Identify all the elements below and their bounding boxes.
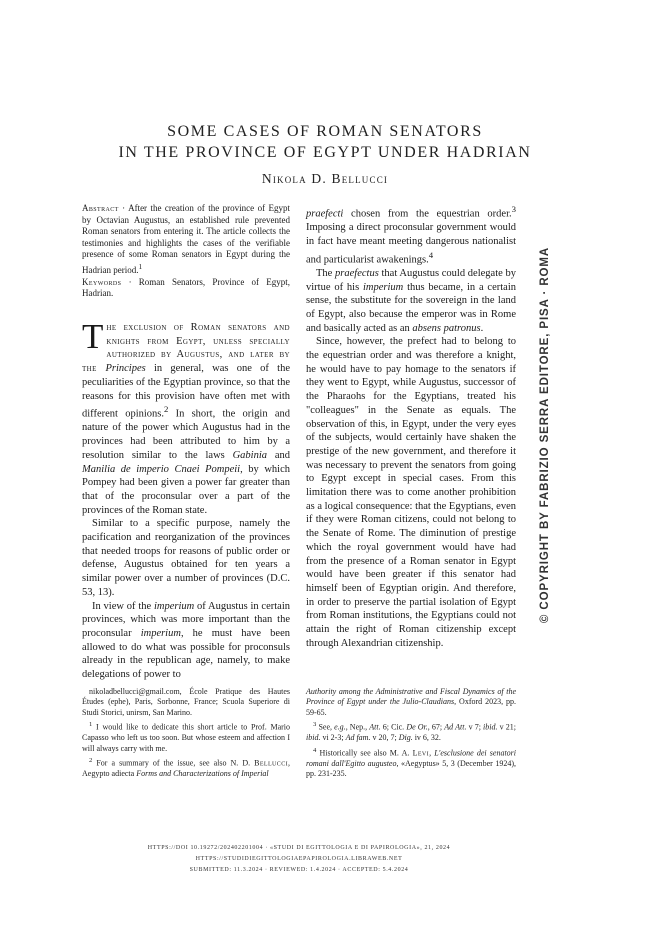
footnote-text: v 21;	[497, 722, 516, 732]
emphasis: imperium	[153, 600, 195, 612]
footnote-ref: 2	[164, 404, 169, 415]
keywords-text: · Roman Senators, Province of Egypt, Hadrian.	[82, 276, 290, 299]
abstract-paragraph	[82, 203, 290, 277]
footnote-ref: 1	[138, 261, 143, 271]
emphasis: imperium	[140, 627, 181, 639]
emphasis: imperium	[363, 281, 404, 293]
text-run: in general, was one of the peculiarities of the Egyptian province, so that the reasons for this provision have often met with different opinions.	[82, 363, 290, 420]
copyright-text: © COPYRIGHT BY FABRIZIO SERRA EDITORE, PISA · ROMA	[539, 246, 551, 624]
body-paragraph	[306, 203, 516, 267]
cited-title: Authority among the Administrative and Fiscal Dynamics of the Province of Egypt under the Julio-Claudians	[306, 687, 516, 707]
emphasis: e.g.	[334, 722, 346, 732]
footnote	[306, 720, 516, 743]
text-run: In view of the	[92, 600, 154, 612]
text-run: The	[316, 267, 336, 279]
body-paragraph	[82, 600, 290, 682]
title-line-1: SOME CASES OF ROMAN SENATORS	[167, 123, 483, 140]
author-affiliation: nikoladbellucci@gmail.com, École Pratique des Hautes Études (ephe), Paris, Sorbonne, France; Scuola Superiore di Studi Storici, unirsm, San Marino.	[82, 687, 290, 717]
emphasis: Dig.	[398, 733, 413, 743]
footnote-ref: 3	[511, 204, 516, 214]
paragraph-opening: he exclusion of Roman senators and knights from Egypt, unless specially authorized by Augustus, and later by the	[82, 322, 290, 375]
emphasis: praefecti	[306, 208, 344, 220]
body-paragraph	[306, 267, 516, 336]
copyright-notice	[537, 246, 553, 624]
author-name: Nikola D. Bellucci	[261, 171, 389, 186]
footnote-number: 1	[89, 721, 93, 729]
emphasis: Att.	[369, 722, 381, 732]
journal-url: HTTPS://STUDIDIEGITTOLOGIAEPAPIROLOGIA.LIBRAWEB.NET	[195, 856, 403, 862]
emphasis: Gabinia	[232, 449, 267, 461]
footnote-number: 4	[313, 746, 317, 754]
footnote-text: , Nep.,	[345, 722, 370, 732]
paper-title	[40, 121, 610, 163]
text-run: that Augustus could delegate by virtue of his	[306, 267, 516, 293]
body-paragraph	[82, 317, 290, 517]
footnote	[82, 756, 290, 779]
emphasis: Manilia de imperio Cnaei Pompeii	[82, 463, 241, 475]
keywords-paragraph	[82, 277, 290, 300]
footnote-text: , Oxford 2023, pp. 59-65.	[306, 697, 517, 717]
footnote-continuation	[306, 687, 516, 718]
text-run: of Augustus in certain provinces, which was more important than the proconsular	[82, 600, 290, 639]
text-run: chosen from the equestrian order.	[343, 208, 512, 220]
footnote-text: iv 6, 32.	[412, 733, 441, 743]
footnote-text: I would like to dedicate this short article to Prof. Mario Capasso who left us too soon. But whose esteem and affection I will always carry with me.	[82, 722, 290, 753]
footnote-text: ,	[429, 748, 435, 758]
body-left-column	[82, 317, 290, 682]
body-paragraph: Since, however, the prefect had to belong to the equestrian order and was therefore a knight, he would have to pay homage to the senators if they went to Egypt, while Augustus, successor of the Pharaohs for the Egyptians, treated his "colleagues" in the Senate as equals. The observation of this, in Egypt, under the very eyes of the subjects, would certainly have shaken the prestige of the new government, and therefore it was necessary to prevent the senators from going to Egypt except in special cases. From this limitation there was to come another prohibition as a logical consequence: that the Egyptians, even if they were Roman citizens, could not belong to the Senate of Rome. The diminution of prestige which the royal government would have had from the presence of a Roman senator in Egypt would have been greater if this senator had himself been of Egyptian origin. And therefore, in order to preserve the partial isolation of Egypt from Roman institutions, the Egyptians could not attain the right of Roman citizenship except through Alexandrian citizenship.	[306, 336, 516, 649]
body-paragraph: Similar to a specific purpose, namely the pacification and reorganization of the provinces that needed troops for reasons of public order or defense, Augustus obtained for ten years a similar power over a number of provinces (D.C. 53, 13).	[82, 518, 290, 598]
cited-title: Forms and Characterizations of Imperial	[136, 769, 269, 779]
submission-dates: SUBMITTED: 11.3.2024 · REVIEWED: 1.4.2024 · ACCEPTED: 5.4.2024	[189, 867, 409, 873]
footnotes-right	[306, 687, 516, 782]
abstract-block	[82, 203, 290, 300]
text-run: , by which Pompey had been given a power far greater than that of the proconsular over a part of the provinces of the Roman state.	[82, 463, 290, 516]
doi-line: HTTPS://DOI 10.19272/202402201004 · «STUDI DI EGITTOLOGIA E DI PAPIROLOGIA», 21, 2024	[147, 845, 451, 851]
footnote-text: For a summary of the issue, see also N. D.	[92, 758, 255, 768]
emphasis: praefectus	[335, 267, 379, 279]
footnote-text: 6; Cic.	[380, 722, 407, 732]
cited-title: L'esclusione dei senatori romani dall'Egitto augusteo	[306, 748, 517, 768]
cited-author: Levi	[412, 748, 430, 758]
emphasis: ibid.	[306, 733, 321, 743]
emphasis: ibid.	[483, 722, 498, 732]
emphasis: Ad fam.	[345, 733, 371, 743]
emphasis: De Or.	[406, 722, 428, 732]
abstract-text: · After the creation of the province of Egypt by Octavian Augustus, an established rule prevented Roman senators from entering it. The article collects the testimonies and highlights the cases of the verifiable presence of some Roman senators in Egypt during the Hadrian period.	[82, 203, 290, 275]
footnote-ref: 4	[428, 249, 434, 260]
footnote	[306, 746, 516, 780]
footnote	[82, 720, 290, 754]
body-right-column	[306, 203, 516, 651]
footnote-text: v 20, 7;	[370, 733, 399, 743]
drop-cap: T	[82, 317, 104, 356]
text-run: .	[480, 322, 484, 334]
text-run: , he must have been allowed to do what was possible for proconsuls already in the republican age, namely, to make delegations of power to	[82, 627, 290, 681]
footnote-text: , Aegypto adiecta	[82, 758, 290, 779]
footnote-text: , 67;	[427, 722, 445, 732]
emphasis: Principes	[105, 363, 146, 375]
footnote-text: See,	[316, 722, 335, 732]
title-line-2: IN THE PROVINCE OF EGYPT UNDER HADRIAN	[118, 144, 532, 161]
abstract-label: Abstract	[82, 203, 119, 213]
emphasis: absens patronus	[412, 322, 481, 334]
footnote-text: , «Aegyptus» 5, 3 (December 1924), pp. 231-235.	[306, 758, 516, 779]
footnote-text: vi 2-3;	[320, 733, 346, 743]
text-run: thus became, in a certain sense, the substitute for the sovereign in the land of Egypt, also because the emperor was in Rome and basically acted as an	[306, 281, 516, 334]
footnote-number: 3	[313, 721, 317, 729]
text-run: Imposing a direct proconsular government would in fact have meant meeting dangerous nationalist and particularist awakenings.	[306, 222, 516, 266]
footnote-number: 2	[89, 757, 93, 765]
text-run: and	[267, 449, 290, 461]
keywords-label: Keywords	[82, 276, 122, 287]
footnote-text: v 7;	[466, 722, 484, 732]
footnotes-left	[82, 687, 290, 782]
emphasis: Ad Att.	[444, 722, 467, 732]
cited-author: Bellucci	[254, 758, 288, 768]
footnote-text: Historically see also M. A.	[316, 748, 413, 758]
text-run: In short, the origin and nature of the power which Augustus had in the provinces had been attributed to him by a resolution similar to the laws	[82, 408, 290, 461]
